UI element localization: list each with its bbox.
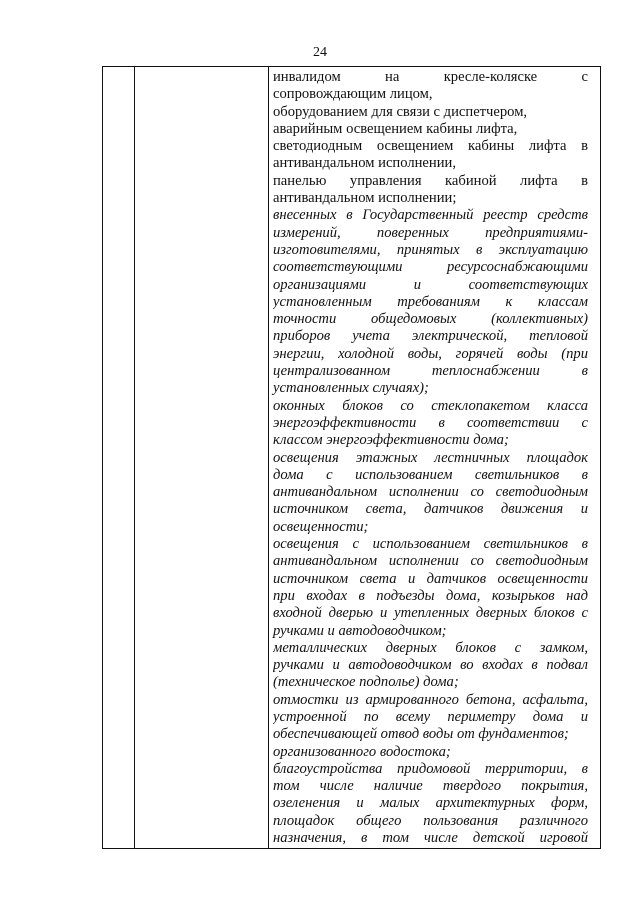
text-line: назначения, в том числе детской игровой xyxy=(273,830,588,847)
text-line: внесенных в Государственный реестр средств xyxy=(273,207,588,224)
text-line: дома с использованием светильников в xyxy=(273,466,588,483)
text-line: энергоэффективности в соответствии с xyxy=(273,414,588,431)
text-line: устроенной по всему периметру дома и xyxy=(273,708,588,725)
text-line: металлических дверных блоков с замком, xyxy=(273,639,588,656)
text-line: приборов учета электрической, тепловой xyxy=(273,328,588,345)
text-line: организованного водостока; xyxy=(273,743,451,760)
text-line: ручками и автодоводчиком во входах в подвал xyxy=(273,657,588,674)
text-line: обеспечивающей отвод воды от фундаментов; xyxy=(273,726,569,743)
text-line: антивандальном исполнении со светодиодным xyxy=(273,553,588,570)
text-line: сопровождающим лицом, xyxy=(273,86,433,103)
text-line: ручками и автодоводчиком; xyxy=(273,622,447,639)
text-line: антивандальном исполнении со светодиодным xyxy=(273,484,588,501)
text-line: панелью управления кабиной лифта в xyxy=(273,172,588,189)
text-line: источником света и датчиков освещенности xyxy=(273,570,588,587)
text-line: соответствующими ресурсоснабжающими xyxy=(273,259,588,276)
text-line: аварийным освещением кабины лифта, xyxy=(273,120,518,137)
text-line: при входах в подъезды дома, козырьков над xyxy=(273,587,588,604)
text-line: отмостки из армированного бетона, асфальта, xyxy=(273,691,588,708)
text-line: оборудованием для связи с диспетчером, xyxy=(273,103,528,120)
text-line: благоустройства придомовой территории, в xyxy=(273,760,588,777)
column-divider xyxy=(134,67,135,848)
page-number: 24 xyxy=(313,45,327,60)
text-line: светодиодным освещением кабины лифта в xyxy=(273,138,588,155)
text-line: энергии, холодной воды, горячей воды (при xyxy=(273,345,588,362)
text-line: входной дверью и утепленных дверных блоков с xyxy=(273,605,588,622)
text-line: площадок общего пользования различного xyxy=(273,812,588,829)
text-line: освещенности; xyxy=(273,518,369,535)
text-line: установленных случаях); xyxy=(273,380,429,397)
text-line: централизованном теплоснабжении в xyxy=(273,363,588,380)
text-line: антивандальном исполнении, xyxy=(273,155,456,172)
text-line: (техническое подполье) дома; xyxy=(273,674,459,691)
text-line: освещения этажных лестничных площадок xyxy=(273,449,588,466)
text-line: освещения с использованием светильников в xyxy=(273,536,588,553)
text-line: классом энергоэффективности дома; xyxy=(273,432,509,449)
text-line: организациями и соответствующих xyxy=(273,276,588,293)
requirements-cell xyxy=(273,69,588,847)
text-line: точности общедомовых (коллективных) xyxy=(273,311,588,328)
text-line: антивандальном исполнении; xyxy=(273,190,457,207)
document-table xyxy=(102,66,601,849)
text-line: установленным требованиям к классам xyxy=(273,293,588,310)
text-line: инвалидом на кресле-коляске с xyxy=(273,69,588,85)
text-line: изготовителями, принятых в эксплуатацию xyxy=(273,241,588,258)
text-line: измерений, поверенных предприятиями- xyxy=(273,224,588,241)
text-line: том числе наличие твердого покрытия, xyxy=(273,778,588,795)
text-line: озеленения и малых архитектурных форм, xyxy=(273,795,588,812)
text-line: источником света, датчиков движения и xyxy=(273,501,588,518)
column-divider xyxy=(268,67,269,848)
text-line: оконных блоков со стеклопакетом класса xyxy=(273,397,588,414)
